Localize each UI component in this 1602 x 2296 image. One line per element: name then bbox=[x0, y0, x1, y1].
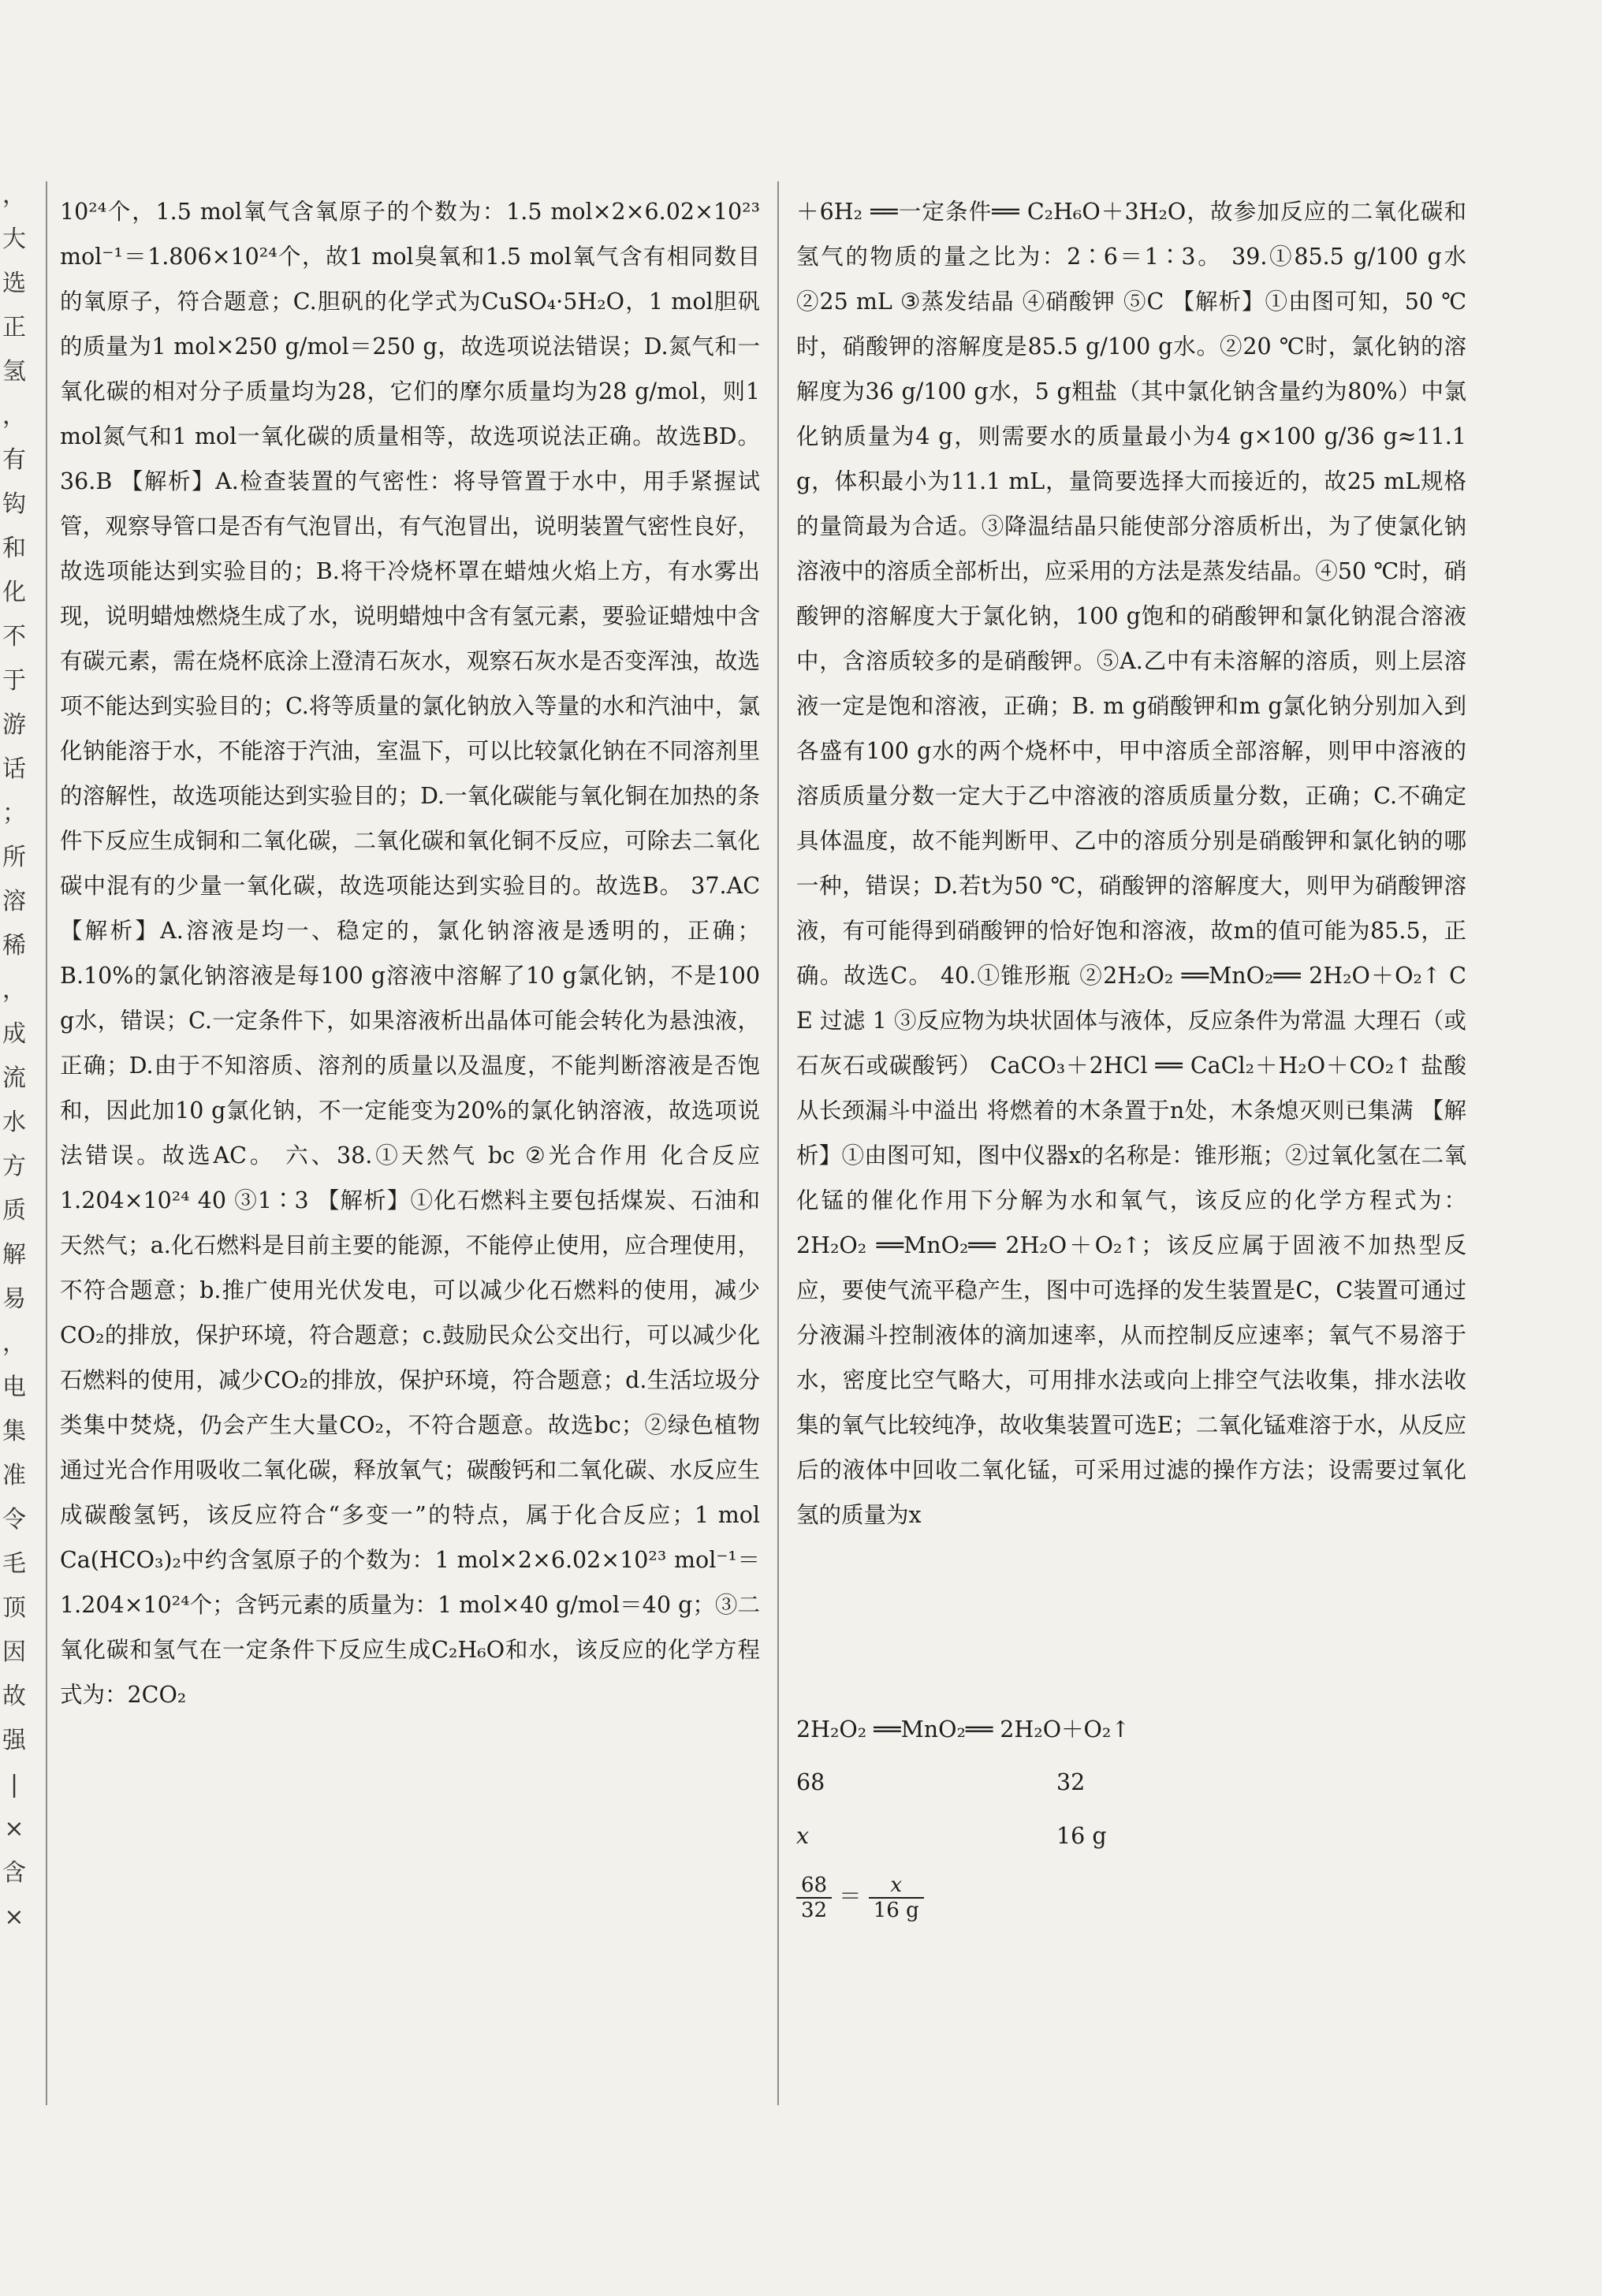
edge-char: 令 bbox=[2, 1506, 26, 1534]
edge-char: 易 bbox=[2, 1285, 26, 1313]
ratio-equals: ＝ bbox=[839, 1883, 862, 1910]
edge-char: 有 bbox=[2, 446, 26, 474]
edge-char: 顶 bbox=[2, 1594, 26, 1622]
edge-char: 解 bbox=[2, 1241, 26, 1269]
ratio-left-numerator: 68 bbox=[796, 1873, 832, 1899]
edge-char: ， bbox=[2, 1329, 26, 1357]
edge-char: ； bbox=[2, 800, 26, 827]
edge-char: × bbox=[4, 1903, 24, 1931]
ratio-right-numerator: x bbox=[869, 1873, 924, 1899]
edge-char: 正 bbox=[2, 314, 26, 341]
edge-char: 和 bbox=[2, 535, 26, 562]
edge-char: 故 bbox=[2, 1683, 26, 1710]
calc-row2-left: x bbox=[796, 1823, 810, 1849]
edge-char: 游 bbox=[2, 711, 26, 739]
ratio-right bbox=[869, 1873, 924, 1922]
right-column-text: ＋6H₂ ══一定条件══ C₂H₆O＋3H₂O，故参加反应的二氧化碳和氢气的物质的量之比为：2∶6＝1∶3。 39.①85.5 g/100 g水 ②25 mL ③蒸发结晶 ④硝酸钾 ⑤C 【解析】①由图可知，50 ℃时，硝酸钾的溶解度是85.5 g/100 g水。②20 ℃时，氯化钠的溶解度为36 g/100 g水，5 g粗盐（其中氯化钠含量约为80%）中氯化钠质量为4 g，则需要水的质量最小为4 g×100 g/36 g≈11.1 g，体积最小为11.1 mL，量筒要选择大而接近的，故25 mL规格的量筒最为合适。③降温结晶只能使部分溶质析出，为了使氯化钠溶液中的溶质全部析出，应采用的方法是蒸发结晶。④50 ℃时，硝酸钾的溶解度大于氯化钠，100 g饱和的硝酸钾和氯化钠混合溶液中，含溶质较多的是硝酸钾。⑤A.乙中有未溶解的溶质，则上层溶液一定是饱和溶液，正确；B. m g硝酸钾和m g氯化钠分别加入到各盛有100 g水的两个烧杯中，甲中溶质全部溶解，则甲中溶液的溶质质量分数一定大于乙中溶液的溶质质量分数，正确；C.不确定具体温度，故不能判断甲、乙中的溶质分别是硝酸钾和氯化钠的哪一种，错误；D.若t为50 ℃，硝酸钾的溶解度大，则甲为硝酸钾溶液，有可能得到硝酸钾的恰好饱和溶液，故m的值可能为85.5，正确。故选C。 40.①锥形瓶 ②2H₂O₂ ══MnO₂══ 2H₂O＋O₂↑ C E 过滤 1 ③反应物为块状固体与液体，反应条件为常温 大理石（或石灰石或碳酸钙） CaCO₃＋2HCl ══ CaCl₂＋H₂O＋CO₂↑ 盐酸从长颈漏斗中溢出 将燃着的木条置于n处，木条熄灭则已集满 【解析】①由图可知，图中仪器x的名称是：锥形瓶；②过氧化氢在二氧化锰的催化作用下分解为水和氧气，该反应的化学方程式为：2H₂O₂ ══MnO₂══ 2H₂O＋O₂↑；该反应属于固液不加热型反应，要使气流平稳产生，图中可选择的发生装置是C，C装置可通过分液漏斗控制液体的滴加速率，从而控制反应速率；氧气不易溶于水，密度比空气略大，可用排水法或向上排空气法收集，排水法收集的氧气比较纯净，故收集装置可选E；二氧化锰难溶于水，从反应后的液体中回收二氧化锰，可采用过滤的操作方法；设需要过氧化氢的质量为x bbox=[796, 199, 1466, 1528]
edge-char: × bbox=[4, 1815, 24, 1843]
column-divider bbox=[777, 181, 779, 2105]
edge-char: ， bbox=[2, 402, 26, 430]
edge-char: 话 bbox=[2, 755, 26, 783]
edge-char: 集 bbox=[2, 1418, 26, 1445]
edge-char: 毛 bbox=[2, 1550, 26, 1578]
left-column-text: 10²⁴个，1.5 mol氧气含氧原子的个数为：1.5 mol×2×6.02×10²³ mol⁻¹＝1.806×10²⁴个，故1 mol臭氧和1.5 mol氧气含有相同数目的氧原子，符合题意；C.胆矾的化学式为CuSO₄·5H₂O，1 mol胆矾的质量为1 mol×250 g/mol＝250 g，故选项说法错误；D.氮气和一氧化碳的相对分子质量均为28，它们的摩尔质量均为28 g/mol，则1 mol氮气和1 mol一氧化碳的质量相等，故选项说法正确。故选BD。 36.B 【解析】A.检查装置的气密性：将导管置于水中，用手紧握试管，观察导管口是否有气泡冒出，有气泡冒出，说明装置气密性良好，故选项能达到实验目的；B.将干冷烧杯罩在蜡烛火焰上方，有水雾出现，说明蜡烛燃烧生成了水，说明蜡烛中含有氢元素，要验证蜡烛中含有碳元素，需在烧杯底涂上澄清石灰水，观察石灰水是否变浑浊，故选项不能达到实验目的；C.将等质量的氯化钠放入等量的水和汽油中，氯化钠能溶于水，不能溶于汽油，室温下，可以比较氯化钠在不同溶剂里的溶解性，故选项能达到实验目的；D.一氧化碳能与氧化铜在加热的条件下反应生成铜和二氧化碳，二氧化碳和氧化铜不反应，可除去二氧化碳中混有的少量一氧化碳，故选项能达到实验目的。故选B。 37.AC 【解析】A.溶液是均一、稳定的，氯化钠溶液是透明的，正确；B.10%的氯化钠溶液是每100 g溶液中溶解了10 g氯化钠，不是100 g水，错误；C.一定条件下，如果溶液析出晶体可能会转化为悬浊液，正确；D.由于不知溶质、溶剂的质量以及温度，不能判断溶液是否饱和，因此加10 g氯化钠，不一定能变为20%的氯化钠溶液，故选项说法错误。故选AC。 六、38.①天然气 bc ②光合作用 化合反应 1.204×10²⁴ 40 ③1∶3 【解析】①化石燃料主要包括煤炭、石油和天然气；a.化石燃料是目前主要的能源，不能停止使用，应合理使用，不符合题意；b.推广使用光伏发电，可以减少化石燃料的使用，减少CO₂的排放，保护环境，符合题意；c.鼓励民众公交出行，可以减少化石燃料的使用，减少CO₂的排放，保护环境，符合题意；d.生活垃圾分类集中焚烧，仍会产生大量CO₂，不符合题意。故选bc；②绿色植物通过光合作用吸收二氧化碳，释放氧气；碳酸钙和二氧化碳、水反应生成碳酸氢钙，该反应符合“多变一”的特点，属于化合反应；1 mol Ca(HCO₃)₂中约含氢原子的个数为：1 mol×2×6.02×10²³ mol⁻¹＝1.204×10²⁴个；含钙元素的质量为：1 mol×40 g/mol＝40 g；③二氧化碳和氢气在一定条件下反应生成C₂H₆O和水，该反应的化学方程式为：2CO₂ bbox=[60, 199, 760, 1708]
calc-equation: 2H₂O₂ ══MnO₂══ 2H₂O＋O₂↑ bbox=[796, 1716, 1131, 1742]
left-column-rule bbox=[46, 181, 47, 2105]
edge-char: 因 bbox=[2, 1638, 26, 1666]
edge-char: 成 bbox=[2, 1020, 26, 1048]
left-column bbox=[60, 189, 760, 1717]
edge-char: 氢 bbox=[2, 358, 26, 386]
binding-edge-fragments bbox=[0, 173, 28, 2121]
edge-char: 流 bbox=[2, 1064, 26, 1092]
calc-row1-right: 32 bbox=[1056, 1769, 1086, 1795]
edge-char: 强 bbox=[2, 1727, 26, 1754]
edge-char: 方 bbox=[2, 1153, 26, 1180]
edge-char: 溶 bbox=[2, 888, 26, 915]
ratio-right-denominator: 16 g bbox=[873, 1899, 919, 1922]
edge-char: 化 bbox=[2, 579, 26, 606]
ratio-left-denominator: 32 bbox=[801, 1899, 828, 1922]
edge-char: 钩 bbox=[2, 490, 26, 518]
ratio-left bbox=[796, 1873, 832, 1922]
edge-char: 水 bbox=[2, 1109, 26, 1136]
edge-char: 不 bbox=[2, 623, 26, 650]
edge-char: 电 bbox=[2, 1374, 26, 1401]
edge-char: 准 bbox=[2, 1462, 26, 1489]
edge-char: 大 bbox=[2, 226, 26, 253]
edge-char: 选 bbox=[2, 270, 26, 297]
edge-char: | bbox=[9, 1771, 19, 1798]
edge-char: ， bbox=[2, 976, 26, 1004]
edge-char: 稀 bbox=[2, 932, 26, 960]
edge-char: 所 bbox=[2, 844, 26, 871]
calc-row2-right: 16 g bbox=[1056, 1823, 1107, 1849]
edge-char: 质 bbox=[2, 1197, 26, 1224]
right-column bbox=[796, 189, 1466, 1538]
edge-char: ， bbox=[2, 181, 26, 209]
calc-ratio bbox=[796, 1873, 924, 1922]
calc-row1-left: 68 bbox=[796, 1769, 825, 1795]
edge-char: 于 bbox=[2, 667, 26, 695]
edge-char: 含 bbox=[2, 1859, 26, 1887]
